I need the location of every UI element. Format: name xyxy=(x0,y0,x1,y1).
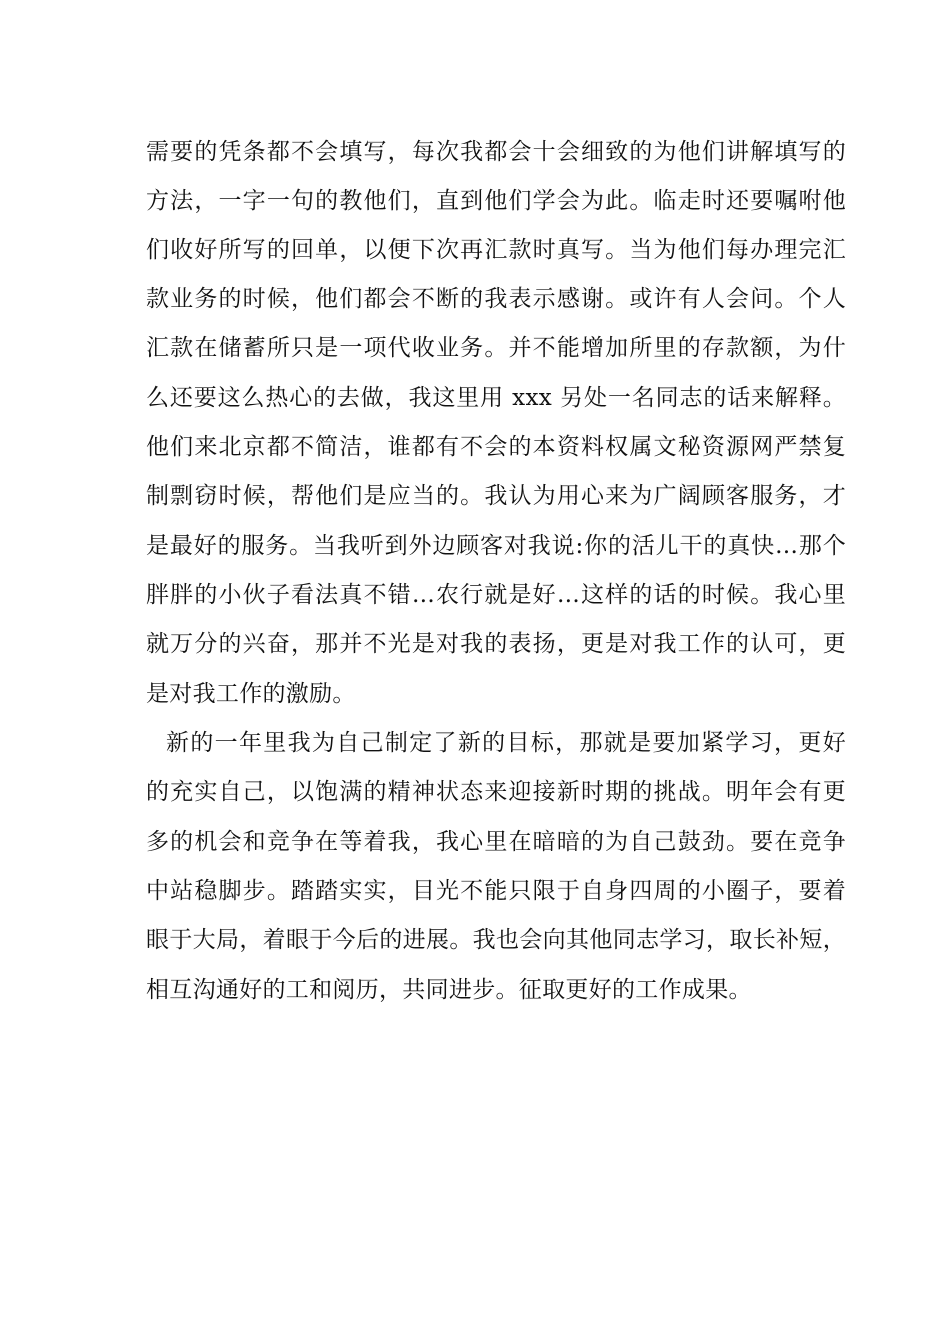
text-line: 么还要这么热心的去做，我这里用 xxx 另处一名同志的话来解释。 xyxy=(146,385,846,411)
text-line: 多的机会和竞争在等着我，我心里在暗暗的为自己鼓劲。要在竞争 xyxy=(146,829,846,855)
text-line: 就万分的兴奋，那并不光是对我的表扬，更是对我工作的认可，更 xyxy=(146,631,846,657)
text-line: 是最好的服务。当我听到外边顾客对我说:你的活儿干的真快…那个 xyxy=(146,533,846,559)
text-line: 胖胖的小伙子看法真不错…农行就是好…这样的话的时候。我心里 xyxy=(146,582,846,608)
text-line: 中站稳脚步。踏踏实实，目光不能只限于自身四周的小圈子，要着 xyxy=(146,878,846,904)
text-line: 的充实自己，以饱满的精神状态来迎接新时期的挑战。明年会有更 xyxy=(146,779,846,805)
text-line: 需要的凭条都不会填写，每次我都会十会细致的为他们讲解填写的 xyxy=(146,139,846,165)
text-line: 他们来北京都不简洁，谁都有不会的本资料权属文秘资源网严禁复 xyxy=(146,434,846,460)
text-line: 款业务的时候，他们都会不断的我表示感谢。或许有人会问。个人 xyxy=(146,286,846,312)
text-line: 是对我工作的激励。 xyxy=(146,681,356,707)
text-line: 们收好所写的回单，以便下次再汇款时真写。当为他们每办理完汇 xyxy=(146,237,846,263)
text-line: 新的一年里我为自己制定了新的目标，那就是要加紧学习，更好 xyxy=(166,730,846,756)
text-line: 眼于大局，着眼于今后的进展。我也会向其他同志学习，取长补短， xyxy=(146,927,846,953)
text-line: 汇款在储蓄所只是一项代收业务。并不能增加所里的存款额，为什 xyxy=(146,335,846,361)
text-line: 方法，一字一句的教他们，直到他们学会为此。临走时还要嘱咐他 xyxy=(146,188,846,214)
text-line: 制剽窃时候，帮他们是应当的。我认为用心来为广阔顾客服务，才 xyxy=(146,483,846,509)
text-line: 相互沟通好的工和阅历，共同进步。征取更好的工作成果。 xyxy=(146,977,752,1003)
